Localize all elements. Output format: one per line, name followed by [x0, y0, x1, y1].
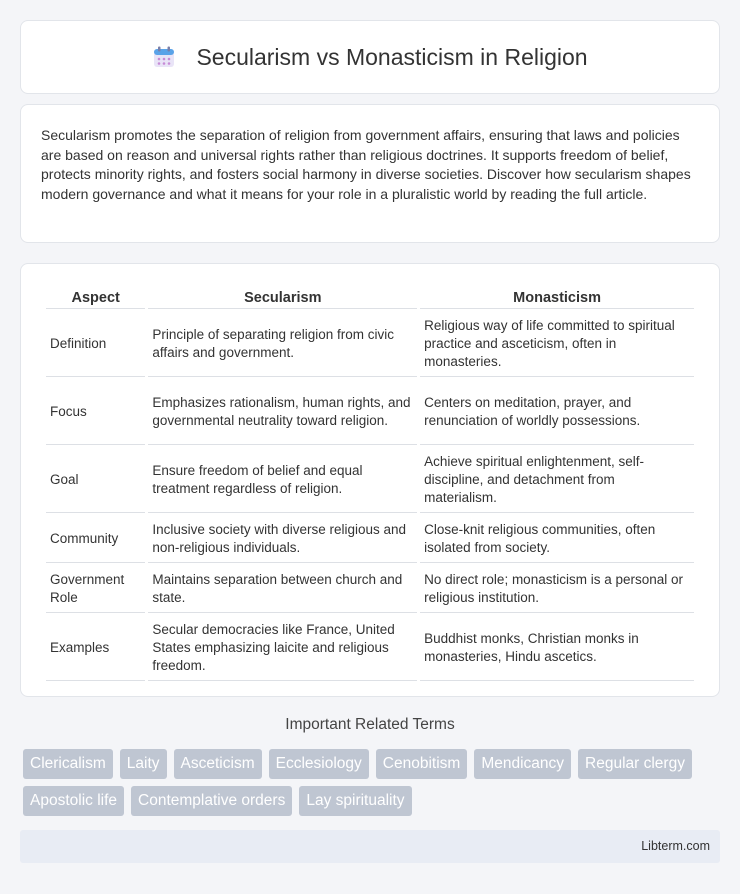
footer — [20, 830, 720, 863]
tag-clericalism[interactable]: Clericalism — [23, 749, 113, 779]
row-monasticism: Religious way of life committed to spiritual practice and asceticism, often in monasteries. — [420, 311, 694, 377]
tag-laity[interactable]: Laity — [120, 749, 167, 779]
tag-regular-clergy[interactable]: Regular clergy — [578, 749, 692, 779]
related-terms-title: Important Related Terms — [285, 716, 455, 733]
tag-contemplative-orders[interactable]: Contemplative orders — [131, 786, 292, 816]
comparison-table — [43, 284, 697, 683]
row-aspect: Examples — [46, 615, 145, 681]
header-secularism: Secularism — [148, 286, 417, 309]
row-monasticism: Buddhist monks, Christian monks in monasteries, Hindu ascetics. — [420, 615, 694, 681]
table-row — [46, 447, 694, 513]
summary-card — [20, 104, 720, 243]
page-title: Secularism vs Monasticism in Religion — [196, 43, 588, 70]
row-monasticism: Centers on meditation, prayer, and renunciation of worldly possessions. — [420, 379, 694, 445]
table-header-row — [46, 286, 694, 309]
row-secularism: Emphasizes rationalism, human rights, and governmental neutrality toward religion. — [148, 379, 417, 445]
header-aspect: Aspect — [46, 286, 145, 309]
row-aspect: Definition — [46, 311, 145, 377]
header-monasticism: Monasticism — [420, 286, 694, 309]
tag-apostolic-life[interactable]: Apostolic life — [23, 786, 124, 816]
row-monasticism: Close-knit religious communities, often isolated from society. — [420, 515, 694, 563]
calendar-icon — [152, 45, 176, 69]
related-terms-tags — [23, 749, 723, 816]
tag-asceticism[interactable]: Asceticism — [174, 749, 262, 779]
row-secularism: Principle of separating religion from civic affairs and government. — [148, 311, 417, 377]
tag-ecclesiology[interactable]: Ecclesiology — [269, 749, 369, 779]
row-secularism: Maintains separation between church and state. — [148, 565, 417, 613]
row-secularism: Secular democracies like France, United States emphasizing laicite and religious freedom. — [148, 615, 417, 681]
tag-lay-spirituality[interactable]: Lay spirituality — [299, 786, 411, 816]
title-card — [20, 20, 720, 94]
row-aspect: Community — [46, 515, 145, 563]
row-aspect: Focus — [46, 379, 145, 445]
summary-text: Secularism promotes the separation of religion from government affairs, ensuring that laws and policies are based on reason and universal rights rather than religious doctrines. It supports freedom of belief, protects minority rights, and fosters social harmony in diverse societies. Discover how secularism shapes modern governance and what it means for your role in a pluralistic world by reading the full article. — [41, 127, 691, 202]
tag-cenobitism[interactable]: Cenobitism — [376, 749, 468, 779]
table-row — [46, 311, 694, 377]
table-row — [46, 515, 694, 563]
row-aspect: Goal — [46, 447, 145, 513]
table-row — [46, 565, 694, 613]
row-monasticism: Achieve spiritual enlightenment, self-discipline, and detachment from materialism. — [420, 447, 694, 513]
footer-site-link[interactable]: Libterm.com — [641, 839, 710, 853]
row-aspect: Government Role — [46, 565, 145, 613]
row-secularism: Ensure freedom of belief and equal treatment regardless of religion. — [148, 447, 417, 513]
comparison-table-card — [20, 263, 720, 697]
table-row — [46, 379, 694, 445]
table-row — [46, 615, 694, 681]
tag-mendicancy[interactable]: Mendicancy — [474, 749, 571, 779]
row-secularism: Inclusive society with diverse religious and non-religious individuals. — [148, 515, 417, 563]
row-monasticism: No direct role; monasticism is a personal or religious institution. — [420, 565, 694, 613]
